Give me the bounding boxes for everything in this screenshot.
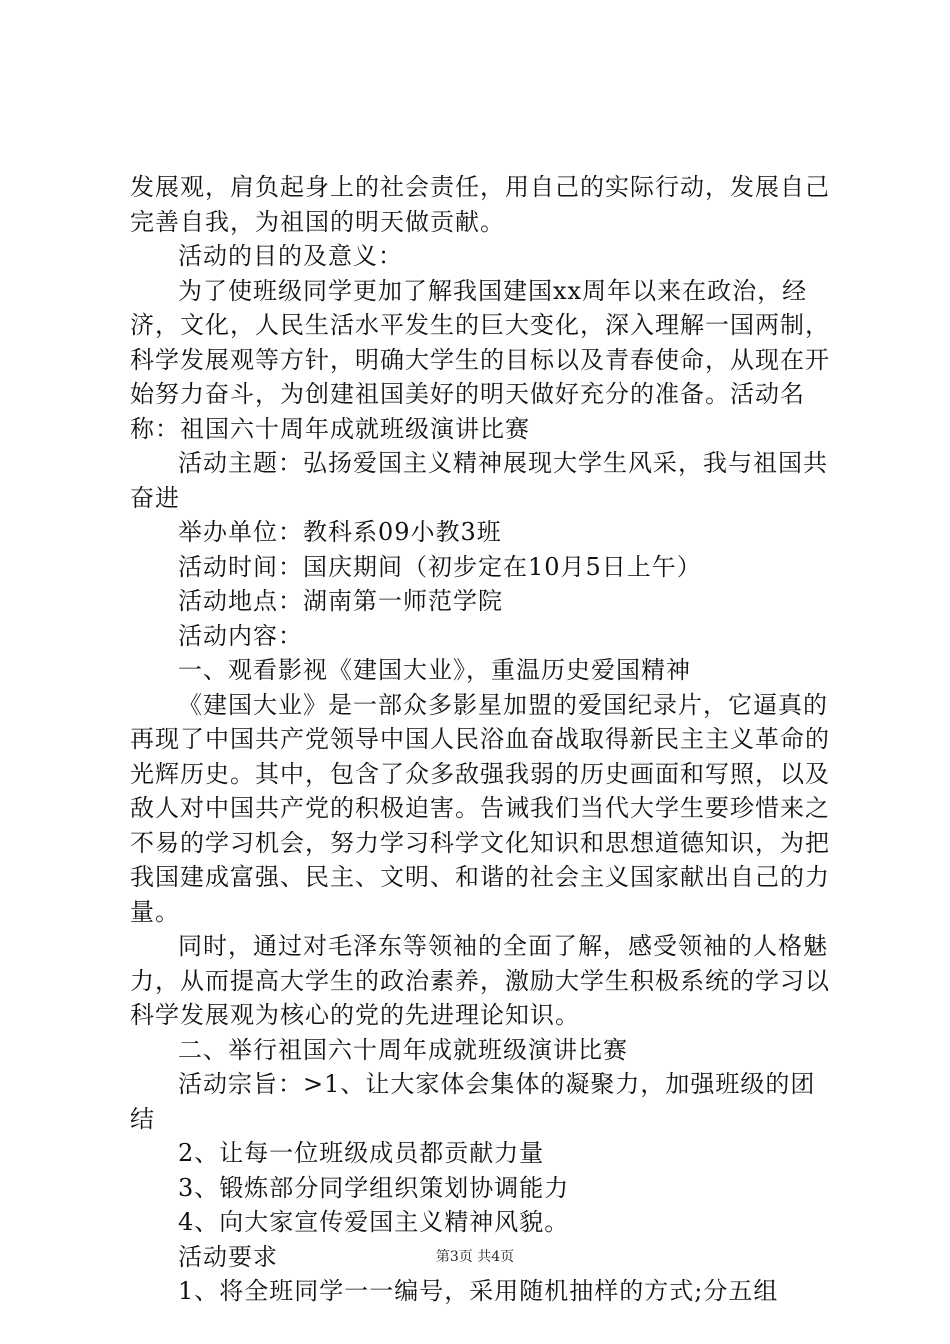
paragraph-section-one: 一、观看影视《建国大业》，重温历史爱国精神	[178, 656, 691, 684]
list-item: 2、让每一位班级成员都贡献力量	[178, 1139, 545, 1167]
list-item: 3、锻炼部分同学组织策划协调能力	[178, 1173, 570, 1202]
paragraph-purpose-heading: 活动的目的及意义：	[178, 242, 403, 270]
paragraph-requirements-heading: 活动要求	[178, 1242, 278, 1271]
paragraph-organizer: 举办单位：教科系09小教3班	[178, 518, 502, 546]
paragraph-time: 活动时间：国庆期间（初步定在10月5日上午）	[178, 552, 702, 581]
paragraph-aim: 活动宗旨：>1、让大家体会集体的凝聚力，加强班级的团结	[130, 1070, 816, 1133]
paragraph-location: 活动地点：湖南第一师范学院	[178, 587, 503, 615]
page-number-footer: 第3页 共4页	[435, 1249, 515, 1265]
paragraph-section-two: 二、举行祖国六十周年成就班级演讲比赛	[178, 1035, 628, 1064]
paragraph-film: 《建国大业》是一部众多影星加盟的爱国纪录片，它逼真的再现了中国共产党领导中国人民浴血奋战取得新民主主义革命的光辉历史。其中，包含了众多敌强我弱的历史画面和写照，以及敌人对中国共产党的积极迫害。告诫我们当代大学生要珍惜来之不易的学习机会，努力学习科学文化知识和思想道德知识，为把我国建成富强、民主、文明、和谐的社会主义国家献出自己的力量。	[130, 690, 830, 926]
list-item: 4、向大家宣传爱国主义精神风貌。	[178, 1208, 570, 1236]
paragraph-content-heading: 活动内容：	[178, 621, 303, 650]
list-item: 1、将全班同学一一编号，采用随机抽样的方式;分五组	[178, 1277, 779, 1305]
paragraph-purpose: 为了使班级同学更加了解我国建国xx周年以来在政治，经济，文化，人民生活水平发生的巨大变化，深入理解一国两制，科学发展观等方针，明确大学生的目标以及青春使命，从现在开始努力奋斗，为创建祖国美好的明天做好充分的准备。活动名称：祖国六十周年成就班级演讲比赛	[130, 276, 830, 443]
paragraph-leaders: 同时，通过对毛泽东等领袖的全面了解，感受领袖的人格魅力，从而提高大学生的政治素养，激励大学生积极系统的学习以科学发展观为核心的党的先进理论知识。	[130, 932, 830, 1029]
document-body	[130, 170, 830, 1309]
paragraph-theme: 活动主题：弘扬爱国主义精神展现大学生风采，我与祖国共奋进	[130, 449, 828, 512]
paragraph-continuation: 发展观，肩负起身上的社会责任，用自己的实际行动，发展自己完善自我，为祖国的明天做贡献。	[130, 173, 830, 236]
